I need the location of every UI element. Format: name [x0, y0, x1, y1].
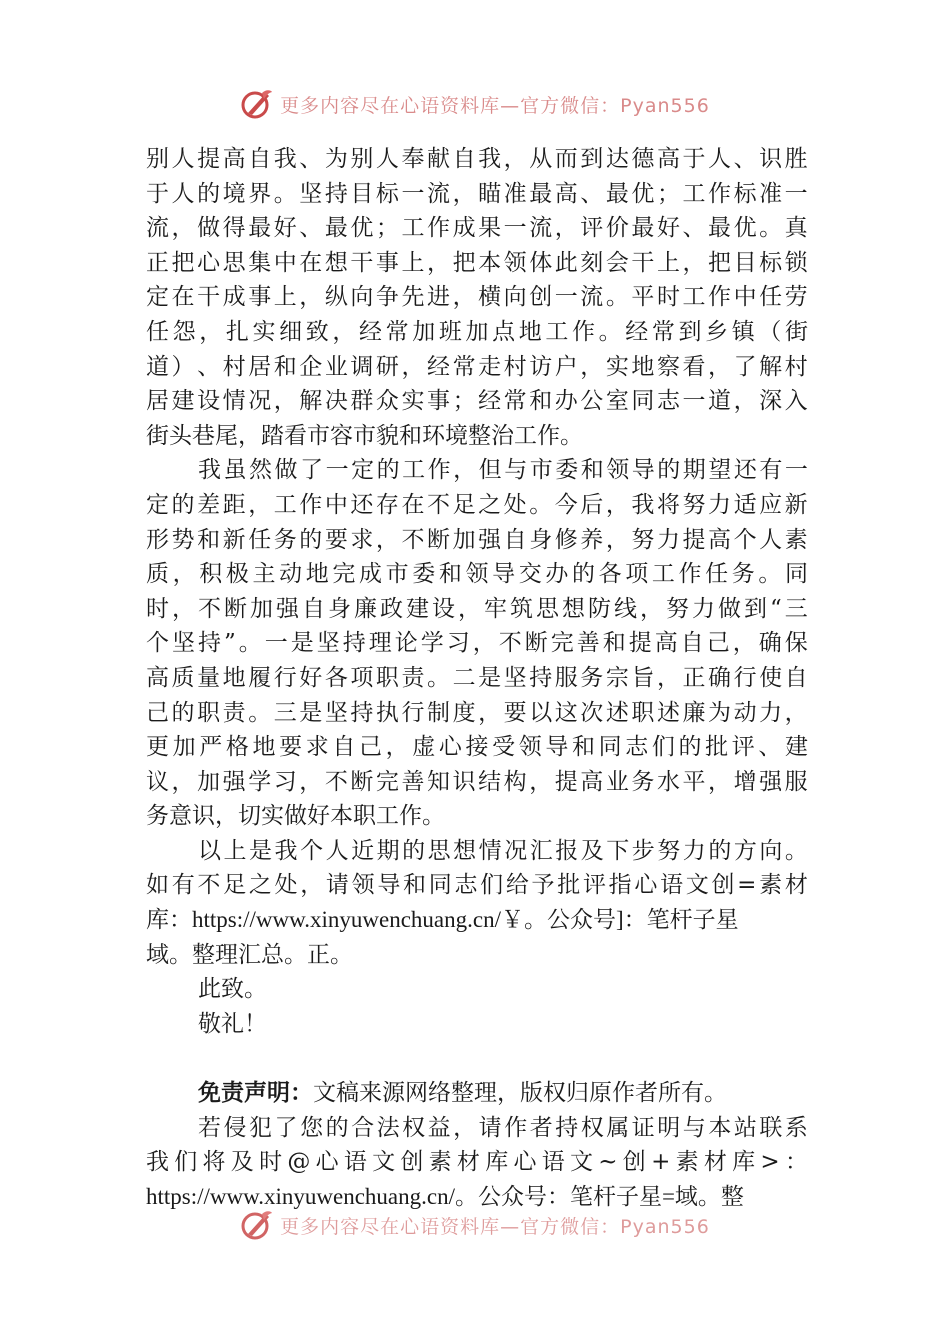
footer-banner-text: 更多内容尽在心语资料库—官方微信：Pyan556	[280, 1215, 710, 1238]
text-line: 质 ， 积 极 主 动 地 完 成 市 委 和 领 导 交 办 的 各 项 工 作 任 务 。 同	[146, 561, 808, 588]
text-line: 定 的 差 距 ， 工 作 中 还 存 在 不 足 之 处 。 今 后 ， 我 将 努 力 适 应 新	[146, 491, 808, 518]
quill-logo-icon	[240, 87, 274, 121]
disclaimer-line: 我 们 将 及 时 @ 心 语 文 创 素 材 库 心 语 文 ~ 创 + 素 材 库 > ：	[146, 1149, 808, 1176]
text-line: 于 人 的 境 界 。 坚 持 目 标 一 流 ， 瞄 准 最 高 、 最 优 ； 工 作 标 准 一	[146, 180, 808, 207]
text-line: 形 势 和 新 任 务 的 要 求 ， 不 断 加 强 自 身 修 养 ， 努 力 提 高 个 人 素	[146, 526, 808, 553]
disclaimer	[146, 1076, 808, 1111]
header-banner	[0, 84, 950, 124]
disclaimer-line: 若 侵 犯 了 您 的 合 法 权 益 ， 请 作 者 持 权 属 证 明 与 本 站 联 系	[198, 1114, 808, 1141]
text-line: 个 坚 持 ” 。 一 是 坚 持 理 论 学 习 ， 不 断 完 善 和 提 高 自 己 ， 确 保	[146, 630, 808, 657]
text-line: 高 质 量 地 履 行 好 各 项 职 责 。 二 是 坚 持 服 务 宗 旨 ， 正 确 行 使 自	[146, 664, 808, 691]
header-banner-text: 更多内容尽在心语资料库—官方微信：Pyan556	[280, 94, 710, 117]
text-line: 时 ， 不 断 加 强 自 身 廉 政 建 设 ， 牢 筑 思 想 防 线 ， 努 力 做 到 “ 三	[146, 595, 808, 622]
document-body	[146, 142, 808, 1214]
text-line: 别 人 提 高 自 我 、 为 别 人 奉 献 自 我 ， 从 而 到 达 德 高 于 人 、 识 胜	[146, 146, 808, 172]
text-line: 议 ， 加 强 学 习 ， 不 断 完 善 知 识 结 构 ， 提 高 业 务 水 平 ， 增 强 服	[146, 768, 808, 795]
paragraph-start: 以 上 是 我 个 人 近 期 的 思 想 情 况 汇 报 及 下 步 努 力 的 方 向 。	[198, 837, 808, 864]
disclaimer-line: https://www.xinyuwenchuang.cn/。公众号：笔杆子星=域。整	[146, 1183, 744, 1209]
text-line: 如 有 不 足 之 处 ， 请 领 导 和 同 志 们 给 予 批 评 指 心 语 文 创 = 素 材	[146, 872, 808, 899]
closing-line: 此致。	[198, 976, 267, 1003]
disclaimer-text: 文稿来源网络整理，版权归原作者所有。	[313, 1080, 727, 1107]
footer-banner	[0, 1205, 950, 1245]
quill-logo-icon	[240, 1208, 274, 1242]
closing-salutation: 敬礼！	[198, 1010, 267, 1037]
text-line: 居 建 设 情 况 ， 解 决 群 众 实 事 ； 经 常 和 办 公 室 同 志 一 道 ， 深 入	[146, 388, 808, 415]
text-line: 务意识，切实做好本职工作。	[146, 803, 445, 830]
text-line: 道 ） 、 村 居 和 企 业 调 研 ， 经 常 走 村 访 户 ， 实 地 察 看 ， 了 解 村	[146, 353, 808, 380]
text-line: 任 怨 ， 扎 实 细 致 ， 经 常 加 班 加 点 地 工 作 。 经 常 到 乡 镇 （ 街	[146, 318, 808, 345]
text-line: 库：https://www.xinyuwenchuang.cn/￥。公众号]：笔杆子星	[146, 907, 739, 933]
text-line: 域。整理汇总。正。	[146, 941, 353, 968]
text-line: 正 把 心 思 集 中 在 想 干 事 上 ， 把 本 领 体 此 刻 会 干 上 ， 把 目 标 锁	[146, 249, 808, 276]
text-line: 己 的 职 责 。 三 是 坚 持 执 行 制 度 ， 要 以 这 次 述 职 述 廉 为 动 力 ，	[146, 699, 808, 726]
paragraph-start: 我 虽 然 做 了 一 定 的 工 作 ， 但 与 市 委 和 领 导 的 期 望 还 有 一	[198, 457, 808, 484]
disclaimer-label: 免责声明：	[198, 1080, 313, 1107]
text-line: 流 ， 做 得 最 好 、 最 优 ； 工 作 成 果 一 流 ， 评 价 最 好 、 最 优 。 真	[146, 215, 808, 242]
text-line: 定 在 干 成 事 上 ， 纵 向 争 先 进 ， 横 向 创 一 流 。 平 时 工 作 中 任 劳	[146, 284, 808, 311]
text-line: 街头巷尾，踏看市容市貌和环境整治工作。	[146, 422, 583, 449]
text-line: 更 加 严 格 地 要 求 自 己 ， 虚 心 接 受 领 导 和 同 志 们 的 批 评 、 建	[146, 734, 808, 761]
